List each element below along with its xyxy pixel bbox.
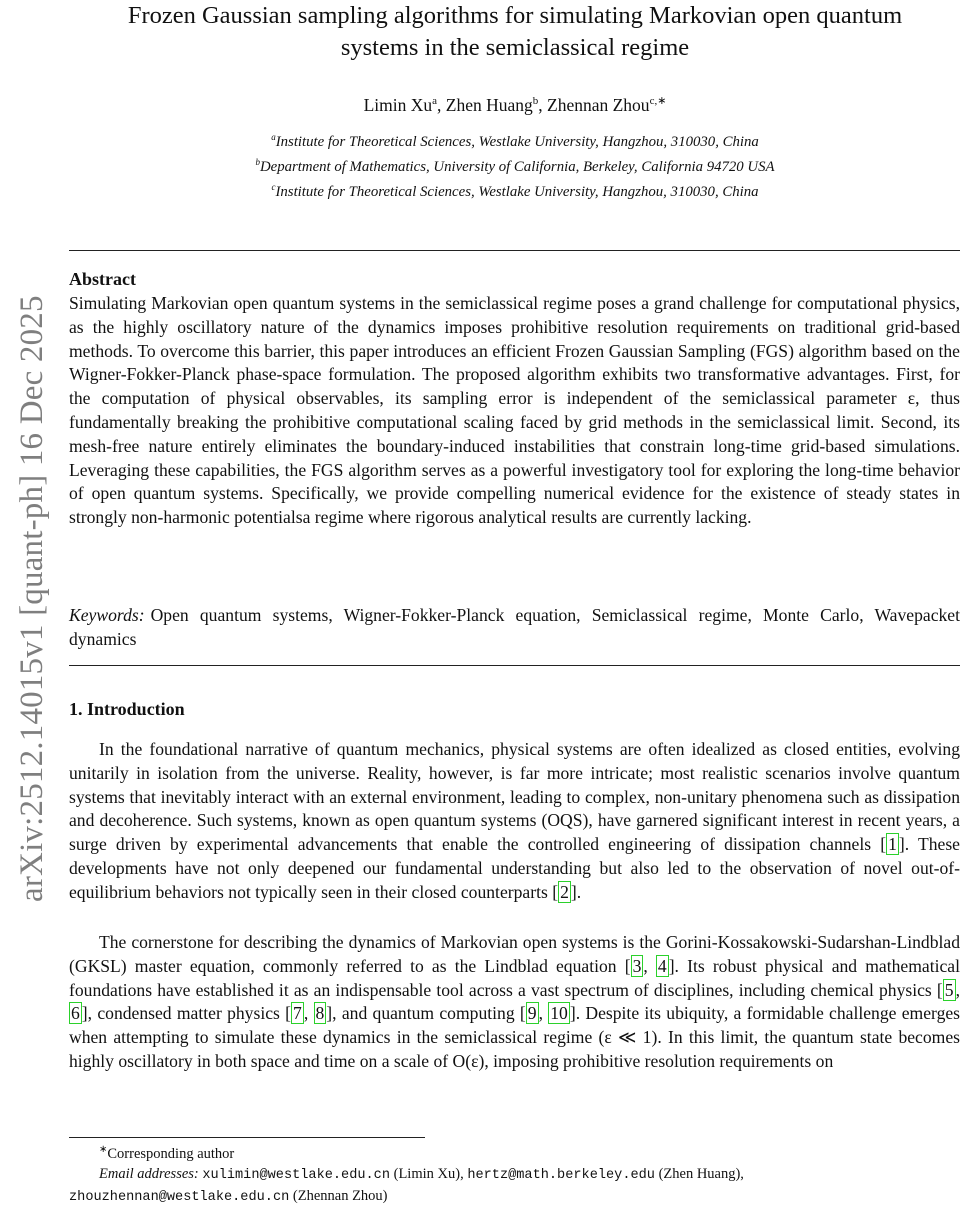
affiliation-text: Institute for Theoretical Sciences, Westlake University, Hangzhou, 310030, China bbox=[275, 183, 759, 200]
author-affil-mark: a bbox=[432, 95, 438, 107]
email-owner: (Zhennan Zhou) bbox=[289, 1187, 388, 1204]
footnote-rule bbox=[69, 1137, 425, 1138]
title-line-1: Frozen Gaussian sampling algorithms for simulating Markovian open quantum bbox=[127, 2, 903, 29]
author-affil-mark: c,∗ bbox=[649, 95, 667, 107]
citation-link[interactable]: 4 bbox=[657, 955, 667, 976]
intro-paragraph-2 bbox=[69, 931, 960, 1074]
keywords bbox=[69, 604, 960, 652]
citation-link[interactable]: 7 bbox=[293, 1003, 302, 1024]
intro-paragraph-1 bbox=[69, 738, 960, 905]
email-link[interactable]: hertz@math.berkeley.edu bbox=[467, 1167, 655, 1183]
affiliation-line bbox=[70, 152, 960, 177]
citation-separator: , bbox=[538, 1003, 549, 1024]
citation-link[interactable]: 2 bbox=[560, 881, 569, 902]
footnotes bbox=[69, 1140, 960, 1208]
footnote-mark: ∗ bbox=[99, 1144, 108, 1155]
keywords-text: Open quantum systems, Wigner-Fokker-Planck equation, Semiclassical regime, Monte Carlo, Wavepacket dynamics bbox=[69, 605, 960, 649]
paragraph-text: ]. Despite its ubiquity, a formidable challenge emerges when attempting to simulate these dynamics in the semiclassical regime (ε ≪ 1). In this limit, the quantum state becomes highly oscillatory in both space and time on a scale of O(ε), imposing prohibitive resolution requirements on bbox=[69, 1003, 961, 1071]
arxiv-identifier-stamp: arXiv:2512.14015v1 [quant-ph] 16 Dec 2025 bbox=[14, 295, 50, 902]
footnote-emails bbox=[69, 1164, 960, 1186]
abstract-heading: Abstract bbox=[69, 269, 136, 289]
author-name: Zhen Huang bbox=[445, 94, 533, 115]
affiliation-text: Department of Mathematics, University of California, Berkeley, California 94720 USA bbox=[259, 158, 775, 175]
affiliation-line bbox=[70, 127, 960, 152]
section-heading-introduction: 1. Introduction bbox=[69, 699, 185, 719]
citation-link[interactable]: 3 bbox=[632, 955, 642, 976]
paragraph-text: ]. bbox=[570, 881, 582, 902]
affiliation-mark: b bbox=[255, 156, 260, 167]
email-link[interactable]: zhouzhennan@westlake.edu.cn bbox=[69, 1189, 290, 1205]
paragraph-text: The cornerstone for describing the dynamics of Markovian open systems is the Gorini-Kossakowski-Sudarshan-Lindblad (GKSL) master equation, commonly referred to as the Lindblad equation [ bbox=[69, 932, 960, 976]
citation-separator: , bbox=[955, 979, 960, 1000]
affiliation-line bbox=[70, 177, 960, 202]
footnote-text: Corresponding author bbox=[107, 1145, 235, 1162]
citation-separator: , bbox=[303, 1003, 314, 1024]
author-name: Limin Xu bbox=[363, 94, 433, 115]
email-link[interactable]: xulimin@westlake.edu.cn bbox=[202, 1167, 390, 1183]
affiliation-list bbox=[70, 127, 960, 202]
abstract-body: Simulating Markovian open quantum systems in the semiclassical regime poses a grand challenge for computational physics, as the highly oscillatory nature of the dynamics imposes prohibitive resolution requirements on traditional grid-based methods. To overcome this barrier, this paper introduces an efficient Frozen Gaussian Sampling (FGS) algorithm based on the Wigner-Fokker-Planck phase-space formulation. The proposed algorithm exhibits two transformative advantages. First, for the computation of physical observables, its sampling error is independent of the semiclassical parameter ε, thus fundamentally breaking the prohibitive computational scaling faced by grid methods in the semiclassical limit. Second, its mesh-free nature entirely eliminates the boundary-induced instabilities that constrain long-time grid-based simulations. Leveraging these capabilities, the FGS algorithm serves as a powerful investigatory tool for exploring the long-time behavior of open quantum systems. Specifically, we provide compelling numerical evidence for the existence of steady states in strongly non-harmonic potentialsa regime where rigorous analytical results are currently lacking. bbox=[69, 293, 960, 528]
paragraph-text: ], and quantum computing [ bbox=[326, 1003, 526, 1024]
email-label: Email addresses: bbox=[99, 1165, 199, 1182]
citation-link[interactable]: 8 bbox=[315, 1003, 325, 1024]
title-line-2: systems in the semiclassical regime bbox=[340, 34, 690, 61]
footnote-emails-cont bbox=[69, 1186, 960, 1208]
citation-link[interactable]: 5 bbox=[944, 979, 954, 1000]
abstract-bottom-rule bbox=[69, 665, 960, 666]
author-affil-mark: b bbox=[532, 95, 539, 107]
paragraph-text: ], condensed matter physics [ bbox=[81, 1003, 292, 1024]
affiliation-mark: a bbox=[271, 132, 276, 142]
email-owner: (Limin Xu), bbox=[390, 1165, 468, 1182]
footnote-corresponding bbox=[69, 1140, 960, 1164]
paragraph-text: In the foundational narrative of quantum mechanics, physical systems are often idealized as closed entities, evolving unitarily in isolation from the universe. Reality, however, is far more intricate; most realistic scenarios involve quantum systems that inevitably interact with an external environment, leading to complex, non-unitary phenomena such as dissipation and decoherence. Such systems, known as open quantum systems (OQS), have garnered significant interest in recent years, a surge driven by experimental advancements that enable the controlled engineering of dissipation channels [ bbox=[69, 739, 960, 855]
author-list: Limin Xu$^a$, Zhen Huang$^b$, Zhennan Zhou$^{c,∗}$ bbox=[363, 94, 667, 115]
citation-link[interactable]: 9 bbox=[527, 1003, 537, 1024]
citation-link[interactable]: 6 bbox=[71, 1003, 80, 1024]
paragraph-text: ]. These developments have not only deepened our fundamental understanding but also led to the observation of novel out-of-equilibrium behaviors not typically seen in their closed counterparts [ bbox=[69, 834, 960, 902]
affiliation-mark: c bbox=[271, 181, 276, 192]
author-name: Zhennan Zhou bbox=[547, 94, 650, 115]
keywords-label: Keywords: bbox=[69, 605, 145, 625]
citation-separator: , bbox=[643, 955, 656, 976]
citation-link[interactable]: 10 bbox=[550, 1003, 568, 1024]
paper-title bbox=[70, 0, 960, 64]
paragraph-text: ]. Its robust physical and mathematical foundations have established it as an indispensable tool across a vast spectrum of disciplines, including chemical physics [ bbox=[69, 955, 960, 1000]
abstract-top-rule bbox=[69, 250, 960, 251]
affiliation-text: Institute for Theoretical Sciences, Westlake University, Hangzhou, 310030, China bbox=[275, 133, 759, 150]
citation-link[interactable]: 1 bbox=[888, 834, 897, 855]
email-owner: (Zhen Huang), bbox=[654, 1165, 744, 1182]
